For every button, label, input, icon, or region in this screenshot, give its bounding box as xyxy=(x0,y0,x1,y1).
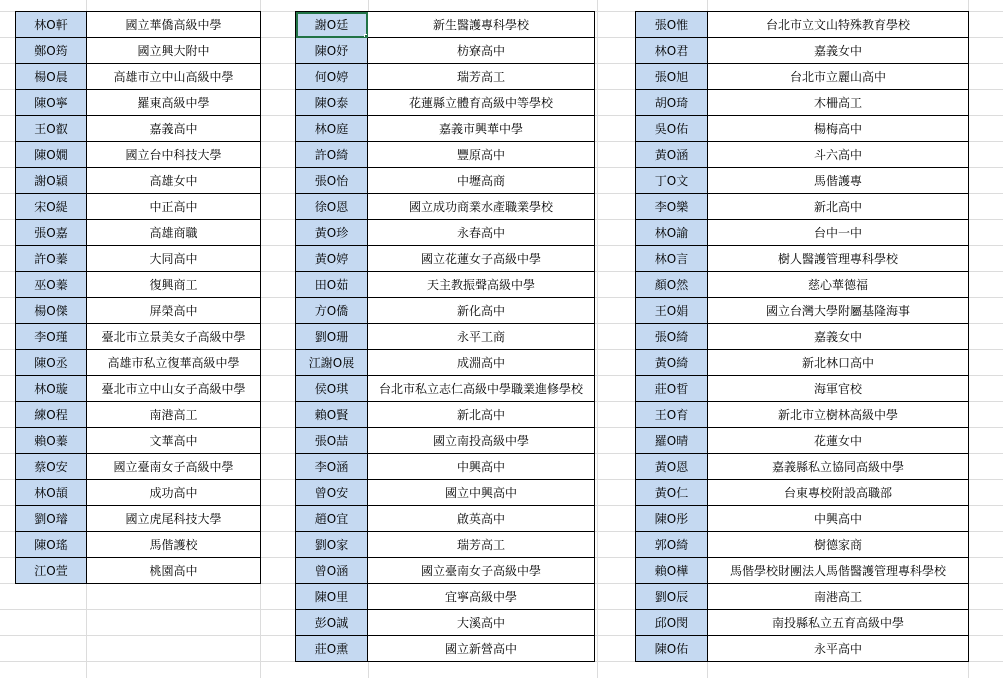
table-row xyxy=(296,220,595,246)
student-name-cell[interactable]: 莊O晢 xyxy=(636,376,708,402)
table-row xyxy=(296,428,595,454)
school-name-cell[interactable]: 高雄市私立復華高級中學 xyxy=(87,350,261,376)
student-name-cell[interactable]: 趙O宜 xyxy=(296,506,368,532)
school-name-cell[interactable]: 國立台灣大學附屬基隆海事 xyxy=(708,298,969,324)
student-name-cell[interactable]: 陳O丞 xyxy=(16,350,87,376)
school-name-cell[interactable]: 天主教振聲高級中學 xyxy=(368,272,595,298)
school-name-cell[interactable]: 國立興大附中 xyxy=(87,38,261,64)
table-row xyxy=(636,298,969,324)
student-name-cell[interactable]: 宋O緹 xyxy=(16,194,87,220)
school-name-cell[interactable]: 慈心華德福 xyxy=(708,272,969,298)
table-row xyxy=(636,12,969,38)
school-name-cell[interactable]: 樹德家商 xyxy=(708,532,969,558)
school-name-cell[interactable]: 屏榮高中 xyxy=(87,298,261,324)
student-name-cell[interactable]: 林O君 xyxy=(636,38,708,64)
school-name-cell[interactable]: 嘉義市興華中學 xyxy=(368,116,595,142)
student-name-cell[interactable]: 劉O璿 xyxy=(16,506,87,532)
table-row xyxy=(296,506,595,532)
student-name-cell[interactable]: 黃O綺 xyxy=(636,350,708,376)
school-name-cell[interactable]: 豐原高中 xyxy=(368,142,595,168)
student-name-cell[interactable]: 吳O佑 xyxy=(636,116,708,142)
school-name-cell[interactable]: 南港高工 xyxy=(708,584,969,610)
table-row xyxy=(16,38,261,64)
table-row xyxy=(296,272,595,298)
school-name-cell[interactable]: 楊梅高中 xyxy=(708,116,969,142)
table-row xyxy=(296,610,595,636)
school-name-cell[interactable]: 嘉義縣私立協同高級中學 xyxy=(708,454,969,480)
school-name-cell[interactable]: 新北高中 xyxy=(708,194,969,220)
student-name-cell[interactable]: 李O瑾 xyxy=(16,324,87,350)
student-name-cell[interactable]: 劉O家 xyxy=(296,532,368,558)
table-row xyxy=(16,64,261,90)
school-name-cell[interactable]: 馬偕護專 xyxy=(708,168,969,194)
table-row xyxy=(296,558,595,584)
school-name-cell[interactable]: 國立花蓮女子高級中學 xyxy=(368,246,595,272)
student-name-cell[interactable]: 黃O恩 xyxy=(636,454,708,480)
student-name-cell[interactable]: 許O蓁 xyxy=(16,246,87,272)
student-name-cell[interactable]: 王O叡 xyxy=(16,116,87,142)
school-name-cell[interactable]: 斗六高中 xyxy=(708,142,969,168)
student-name-cell[interactable]: 陳O嫺 xyxy=(16,142,87,168)
school-name-cell[interactable]: 木柵高工 xyxy=(708,90,969,116)
school-name-cell[interactable]: 大同高中 xyxy=(87,246,261,272)
table-row xyxy=(636,38,969,64)
student-name-cell[interactable]: 巫O蓁 xyxy=(16,272,87,298)
student-name-cell[interactable]: 楊O晨 xyxy=(16,64,87,90)
table-row xyxy=(16,298,261,324)
student-name-cell[interactable]: 蔡O安 xyxy=(16,454,87,480)
table-row xyxy=(636,324,969,350)
student-name-cell[interactable]: 何O婷 xyxy=(296,64,368,90)
table-row xyxy=(636,168,969,194)
table-row xyxy=(296,116,595,142)
student-name-cell[interactable]: 張O旭 xyxy=(636,64,708,90)
table-row xyxy=(16,90,261,116)
school-name-cell[interactable]: 國立臺南女子高級中學 xyxy=(368,558,595,584)
table-row xyxy=(636,272,969,298)
school-name-cell[interactable]: 高雄女中 xyxy=(87,168,261,194)
student-school-table-2 xyxy=(295,11,595,662)
table-row xyxy=(16,376,261,402)
school-name-cell[interactable]: 高雄商職 xyxy=(87,220,261,246)
table-row xyxy=(636,480,969,506)
student-name-cell[interactable]: 陳O泰 xyxy=(296,90,368,116)
student-name-cell[interactable]: 謝O穎 xyxy=(16,168,87,194)
student-name-cell[interactable]: 張O惟 xyxy=(636,12,708,38)
student-name-cell[interactable]: 曾O安 xyxy=(296,480,368,506)
student-name-cell[interactable]: 侯O琪 xyxy=(296,376,368,402)
table-row xyxy=(296,376,595,402)
table-row xyxy=(636,454,969,480)
school-name-cell[interactable]: 嘉義高中 xyxy=(87,116,261,142)
school-name-cell[interactable]: 中壢高商 xyxy=(368,168,595,194)
student-name-cell[interactable]: 劉O珊 xyxy=(296,324,368,350)
table-row xyxy=(636,558,969,584)
table-row xyxy=(636,506,969,532)
student-name-cell[interactable]: 張O喆 xyxy=(296,428,368,454)
table-row xyxy=(636,246,969,272)
school-name-cell[interactable]: 瑞芳高工 xyxy=(368,64,595,90)
school-name-cell[interactable]: 中正高中 xyxy=(87,194,261,220)
school-name-cell[interactable]: 台東專校附設高職部 xyxy=(708,480,969,506)
school-name-cell[interactable]: 花蓮縣立體育高級中等學校 xyxy=(368,90,595,116)
student-name-cell[interactable]: 曾O涵 xyxy=(296,558,368,584)
student-school-table-1 xyxy=(15,11,261,584)
table-row xyxy=(16,350,261,376)
school-name-cell[interactable]: 台北市私立志仁高級中學職業進修學校 xyxy=(368,376,595,402)
table-row xyxy=(296,454,595,480)
grid-line xyxy=(597,0,598,678)
table-row xyxy=(16,246,261,272)
school-name-cell[interactable]: 復興商工 xyxy=(87,272,261,298)
student-name-cell[interactable]: 陳O瑤 xyxy=(16,532,87,558)
table-row xyxy=(16,428,261,454)
table-row xyxy=(636,610,969,636)
table-row xyxy=(296,636,595,662)
student-name-cell[interactable]: 練O程 xyxy=(16,402,87,428)
table-row xyxy=(636,142,969,168)
table-row xyxy=(296,584,595,610)
school-name-cell[interactable]: 永平高中 xyxy=(708,636,969,662)
school-name-cell[interactable]: 馬偕護校 xyxy=(87,532,261,558)
school-name-cell[interactable]: 嘉義女中 xyxy=(708,324,969,350)
student-name-cell[interactable]: 李O涵 xyxy=(296,454,368,480)
table-row xyxy=(16,480,261,506)
school-name-cell[interactable]: 大溪高中 xyxy=(368,610,595,636)
table-row xyxy=(636,584,969,610)
student-name-cell[interactable]: 林O庭 xyxy=(296,116,368,142)
table-row xyxy=(636,428,969,454)
school-name-cell[interactable]: 國立華僑高級中學 xyxy=(87,12,261,38)
school-name-cell[interactable]: 南港高工 xyxy=(87,402,261,428)
table-row xyxy=(296,532,595,558)
table-row xyxy=(16,142,261,168)
school-name-cell[interactable]: 國立新營高中 xyxy=(368,636,595,662)
table-row xyxy=(16,116,261,142)
student-name-cell[interactable]: 賴O蓁 xyxy=(16,428,87,454)
table-row xyxy=(296,194,595,220)
student-name-cell[interactable]: 林O言 xyxy=(636,246,708,272)
table-row xyxy=(16,12,261,38)
table-row xyxy=(636,402,969,428)
table-row xyxy=(16,454,261,480)
school-name-cell[interactable]: 台北市立麗山高中 xyxy=(708,64,969,90)
student-name-cell[interactable]: 丁O文 xyxy=(636,168,708,194)
school-name-cell[interactable]: 國立臺南女子高級中學 xyxy=(87,454,261,480)
school-name-cell[interactable]: 台北市立文山特殊教育學校 xyxy=(708,12,969,38)
student-name-cell[interactable]: 田O茹 xyxy=(296,272,368,298)
student-name-cell[interactable]: 江O萱 xyxy=(16,558,87,584)
student-name-cell[interactable]: 林O璇 xyxy=(16,376,87,402)
table-row xyxy=(636,376,969,402)
table-row xyxy=(296,246,595,272)
fill-handle[interactable] xyxy=(364,34,368,38)
student-name-cell[interactable]: 王O娟 xyxy=(636,298,708,324)
school-name-cell[interactable]: 文華高中 xyxy=(87,428,261,454)
student-school-table-3 xyxy=(635,11,969,662)
table-row xyxy=(636,64,969,90)
table-row xyxy=(16,272,261,298)
table-row xyxy=(296,38,595,64)
school-name-cell[interactable]: 花蓮女中 xyxy=(708,428,969,454)
student-name-cell[interactable]: 方O僑 xyxy=(296,298,368,324)
student-name-cell[interactable]: 顏O然 xyxy=(636,272,708,298)
student-name-cell[interactable]: 楊O傑 xyxy=(16,298,87,324)
student-name-cell[interactable]: 江謝O展 xyxy=(296,350,368,376)
student-name-cell[interactable]: 徐O恩 xyxy=(296,194,368,220)
student-name-cell[interactable]: 王O育 xyxy=(636,402,708,428)
table-row xyxy=(296,480,595,506)
school-name-cell[interactable]: 新北市立樹林高級中學 xyxy=(708,402,969,428)
student-name-cell[interactable]: 賴O樺 xyxy=(636,558,708,584)
table-row xyxy=(16,506,261,532)
student-name-cell[interactable]: 李O樂 xyxy=(636,194,708,220)
student-name-cell[interactable]: 胡O琦 xyxy=(636,90,708,116)
school-name-cell[interactable]: 海軍官校 xyxy=(708,376,969,402)
school-name-cell[interactable]: 永春高中 xyxy=(368,220,595,246)
school-name-cell[interactable]: 台中一中 xyxy=(708,220,969,246)
student-name-cell[interactable]: 劉O辰 xyxy=(636,584,708,610)
student-name-cell[interactable]: 林O諭 xyxy=(636,220,708,246)
student-name-cell[interactable]: 黃O仁 xyxy=(636,480,708,506)
student-name-cell[interactable]: 郭O綺 xyxy=(636,532,708,558)
school-name-cell[interactable]: 高雄市立中山高級中學 xyxy=(87,64,261,90)
school-name-cell[interactable]: 羅東高級中學 xyxy=(87,90,261,116)
student-name-cell[interactable]: 林O頡 xyxy=(16,480,87,506)
table-row xyxy=(296,64,595,90)
school-name-cell[interactable]: 宜寧高級中學 xyxy=(368,584,595,610)
school-name-cell[interactable]: 馬偕學校財團法人馬偕醫護管理專科學校 xyxy=(708,558,969,584)
table-row xyxy=(636,636,969,662)
school-name-cell[interactable]: 啟英高中 xyxy=(368,506,595,532)
student-name-cell[interactable]: 黃O婷 xyxy=(296,246,368,272)
school-name-cell[interactable]: 新生醫護專科學校 xyxy=(368,12,595,38)
student-name-cell[interactable]: 謝O廷 xyxy=(296,12,368,38)
table-row xyxy=(296,12,595,38)
table-row xyxy=(636,90,969,116)
school-name-cell[interactable]: 桃園高中 xyxy=(87,558,261,584)
table-row xyxy=(636,220,969,246)
student-name-cell[interactable]: 陳O彤 xyxy=(636,506,708,532)
school-name-cell[interactable]: 枋寮高中 xyxy=(368,38,595,64)
student-name-cell[interactable]: 羅O晴 xyxy=(636,428,708,454)
table-row xyxy=(636,116,969,142)
school-name-cell[interactable]: 中興高中 xyxy=(708,506,969,532)
student-name-cell[interactable]: 黃O珍 xyxy=(296,220,368,246)
school-name-cell[interactable]: 成功高中 xyxy=(87,480,261,506)
school-name-cell[interactable]: 樹人醫護管理專科學校 xyxy=(708,246,969,272)
table-row xyxy=(296,168,595,194)
table-row xyxy=(16,324,261,350)
table-row xyxy=(16,194,261,220)
table-row xyxy=(16,558,261,584)
student-name-cell[interactable]: 鄭O筠 xyxy=(16,38,87,64)
student-name-cell[interactable]: 賴O賢 xyxy=(296,402,368,428)
table-row xyxy=(636,350,969,376)
student-name-cell[interactable]: 張O嘉 xyxy=(16,220,87,246)
table-row xyxy=(16,402,261,428)
student-name-cell[interactable]: 張O綺 xyxy=(636,324,708,350)
school-name-cell[interactable]: 新北高中 xyxy=(368,402,595,428)
table-row xyxy=(296,350,595,376)
table-row xyxy=(296,142,595,168)
school-name-cell[interactable]: 國立台中科技大學 xyxy=(87,142,261,168)
table-row xyxy=(296,90,595,116)
student-name-cell[interactable]: 莊O熏 xyxy=(296,636,368,662)
table-row xyxy=(16,168,261,194)
student-name-cell[interactable]: 張O怡 xyxy=(296,168,368,194)
school-name-cell[interactable]: 新化高中 xyxy=(368,298,595,324)
school-name-cell[interactable]: 國立中興高中 xyxy=(368,480,595,506)
table-row xyxy=(636,194,969,220)
student-name-cell[interactable]: 林O軒 xyxy=(16,12,87,38)
student-name-cell[interactable]: 陳O寧 xyxy=(16,90,87,116)
school-name-cell[interactable]: 瑞芳高工 xyxy=(368,532,595,558)
table-row xyxy=(16,220,261,246)
school-name-cell[interactable]: 臺北市立景美女子高級中學 xyxy=(87,324,261,350)
school-name-cell[interactable]: 國立成功商業水產職業學校 xyxy=(368,194,595,220)
table-row xyxy=(296,298,595,324)
table-row xyxy=(296,324,595,350)
student-name-cell[interactable]: 彭O誠 xyxy=(296,610,368,636)
school-name-cell[interactable]: 中興高中 xyxy=(368,454,595,480)
table-row xyxy=(16,532,261,558)
table-row xyxy=(296,402,595,428)
school-name-cell[interactable]: 國立南投高級中學 xyxy=(368,428,595,454)
student-name-cell[interactable]: 陳O里 xyxy=(296,584,368,610)
student-name-cell[interactable]: 黃O涵 xyxy=(636,142,708,168)
school-name-cell[interactable]: 臺北市立中山女子高級中學 xyxy=(87,376,261,402)
student-name-cell[interactable]: 邱O閔 xyxy=(636,610,708,636)
school-name-cell[interactable]: 永平工商 xyxy=(368,324,595,350)
student-name-cell[interactable]: 陳O妤 xyxy=(296,38,368,64)
school-name-cell[interactable]: 南投縣私立五育高級中學 xyxy=(708,610,969,636)
school-name-cell[interactable]: 嘉義女中 xyxy=(708,38,969,64)
school-name-cell[interactable]: 新北林口高中 xyxy=(708,350,969,376)
student-name-cell[interactable]: 許O綺 xyxy=(296,142,368,168)
table-row xyxy=(636,532,969,558)
school-name-cell[interactable]: 成淵高中 xyxy=(368,350,595,376)
student-name-cell[interactable]: 陳O佑 xyxy=(636,636,708,662)
school-name-cell[interactable]: 國立虎尾科技大學 xyxy=(87,506,261,532)
